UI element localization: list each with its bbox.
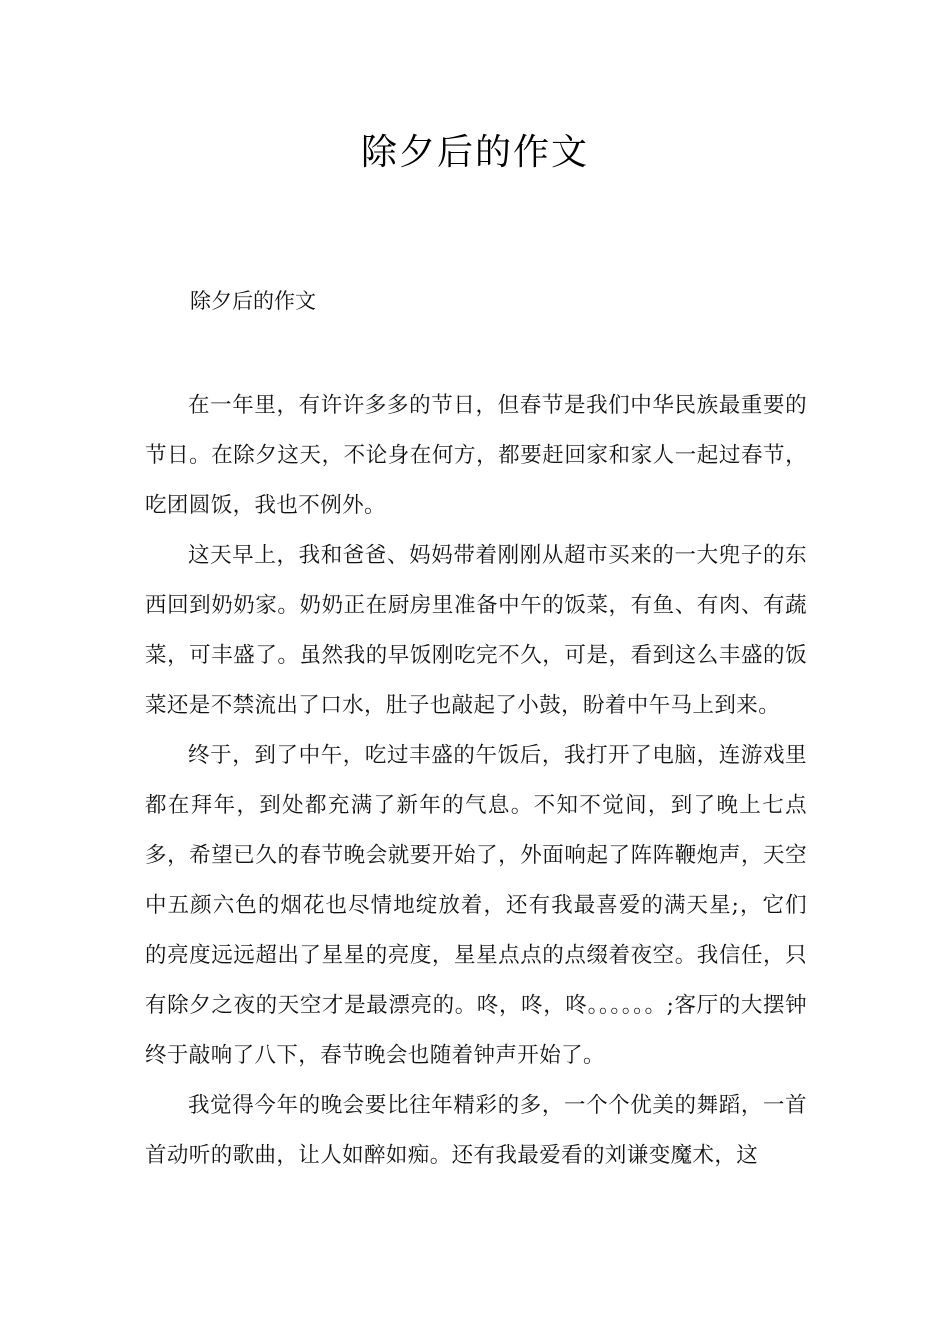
- paragraph: 我觉得今年的晚会要比往年精彩的多，一个个优美的舞蹈，一首首动听的歌曲，让人如醉如痴。还有我最爱看的刘谦变魔术，这: [145, 1093, 807, 1168]
- document-body: [145, 381, 807, 1181]
- paragraph: 在一年里，有许许多多的节日，但春节是我们中华民族最重要的节日。在除夕这天，不论身在何方，都要赶回家和家人一起过春节，吃团圆饭，我也不例外。: [145, 393, 807, 518]
- document-subtitle: 除夕后的作文: [190, 289, 316, 313]
- document-title: 除夕后的作文: [360, 132, 589, 173]
- paragraph: 这天早上，我和爸爸、妈妈带着刚刚从超市买来的一大兜子的东西回到奶奶家。奶奶正在厨房里准备中午的饭菜，有鱼、有肉、有蔬菜，可丰盛了。虽然我的早饭刚吃完不久，可是，看到这么丰盛的饭菜还是不禁流出了口水，肚子也敲起了小鼓，盼着中午马上到来。: [145, 543, 807, 718]
- paragraph: 终于，到了中午，吃过丰盛的午饭后，我打开了电脑，连游戏里都在拜年，到处都充满了新年的气息。不知不觉间，到了晚上七点多，希望已久的春节晚会就要开始了，外面响起了阵阵鞭炮声，天空中五颜六色的烟花也尽情地绽放着，还有我最喜爱的满天星;，它们的亮度远远超出了星星的亮度，星星点点的点缀着夜空。我信任，只有除夕之夜的天空才是最漂亮的。咚，咚，咚。。。。。。;客厅的大摆钟终于敲响了八下，春节晚会也随着钟声开始了。: [145, 743, 807, 1068]
